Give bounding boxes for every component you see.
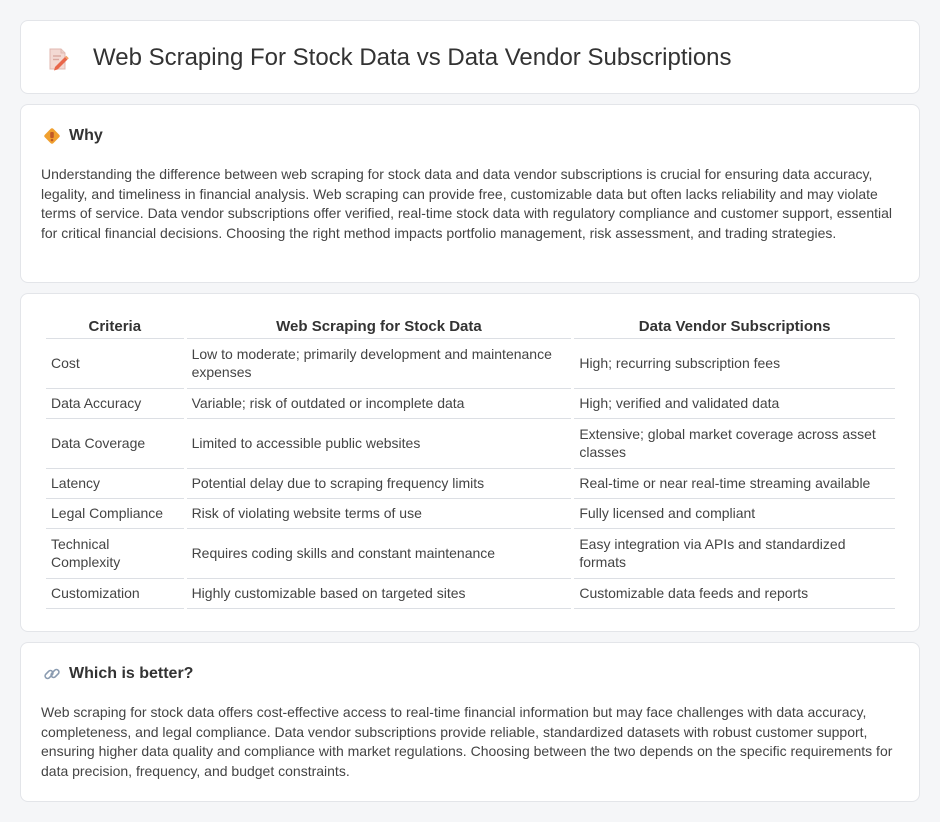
better-heading: [43, 665, 193, 683]
table-row: [46, 469, 895, 499]
data-vendor-cell: Extensive; global market coverage across asset classes: [574, 419, 895, 469]
data-vendor-cell: High; verified and validated data: [574, 389, 895, 419]
criteria-cell: Data Coverage: [46, 419, 184, 469]
table-row: [46, 389, 895, 419]
title-card: [20, 20, 920, 94]
better-body: Web scraping for stock data offers cost-effective access to real-time financial information but may face challenges with data accuracy, completeness, and legal compliance. Data vendor subscriptions provide reliable, standardized datasets with robust customer support, ensuring higher data quality and compliance with market regulations. Choosing between the two depends on the specific requirements for data precision, frequency, and budget constraints.: [41, 704, 893, 779]
web-scraping-cell: Highly customizable based on targeted sites: [187, 579, 572, 609]
page-title: Web Scraping For Stock Data vs Data Vendor Subscriptions: [93, 44, 732, 71]
table-row: [46, 419, 895, 469]
comparison-table: [43, 316, 898, 609]
data-vendor-cell: High; recurring subscription fees: [574, 339, 895, 389]
which-is-better-section: [20, 642, 920, 802]
web-scraping-cell: Requires coding skills and constant maintenance: [187, 529, 572, 579]
criteria-cell: Legal Compliance: [46, 499, 184, 529]
column-header-web-scraping: Web Scraping for Stock Data: [187, 316, 572, 339]
why-heading: [43, 127, 103, 145]
table-row: [46, 529, 895, 579]
why-section: [20, 104, 920, 283]
comparison-section: [20, 293, 920, 632]
criteria-cell: Data Accuracy: [46, 389, 184, 419]
table-header-row: [46, 316, 895, 339]
document-pencil-icon: [47, 47, 69, 71]
data-vendor-cell: Fully licensed and compliant: [574, 499, 895, 529]
link-icon: [43, 665, 61, 683]
diamond-sign-icon: [43, 127, 61, 145]
why-body: Understanding the difference between web scraping for stock data and data vendor subscriptions is crucial for ensuring data accuracy, legality, and timeliness in financial analysis. Web scraping can provide free, customizable data but often lacks reliability and may violate terms of service. Data vendor subscriptions offer verified, real-time stock data with regulatory compliance and customer support, essential for critical financial decisions. Choosing the right method impacts portfolio management, risk assessment, and trading strategies.: [41, 166, 893, 241]
better-title: Which is better?: [69, 665, 194, 682]
web-scraping-cell: Variable; risk of outdated or incomplete data: [187, 389, 572, 419]
criteria-cell: Latency: [46, 469, 184, 499]
criteria-cell: Cost: [46, 339, 184, 389]
criteria-cell: Technical Complexity: [46, 529, 184, 579]
web-scraping-cell: Low to moderate; primarily development and maintenance expenses: [187, 339, 572, 389]
data-vendor-cell: Easy integration via APIs and standardized formats: [574, 529, 895, 579]
why-title: Why: [69, 127, 103, 144]
data-vendor-cell: Real-time or near real-time streaming available: [574, 469, 895, 499]
criteria-cell: Customization: [46, 579, 184, 609]
table-row: [46, 499, 895, 529]
web-scraping-cell: Risk of violating website terms of use: [187, 499, 572, 529]
column-header-data-vendor: Data Vendor Subscriptions: [574, 316, 895, 339]
data-vendor-cell: Customizable data feeds and reports: [574, 579, 895, 609]
web-scraping-cell: Potential delay due to scraping frequency limits: [187, 469, 572, 499]
table-row: [46, 579, 895, 609]
column-header-criteria: Criteria: [46, 316, 184, 339]
web-scraping-cell: Limited to accessible public websites: [187, 419, 572, 469]
table-row: [46, 339, 895, 389]
